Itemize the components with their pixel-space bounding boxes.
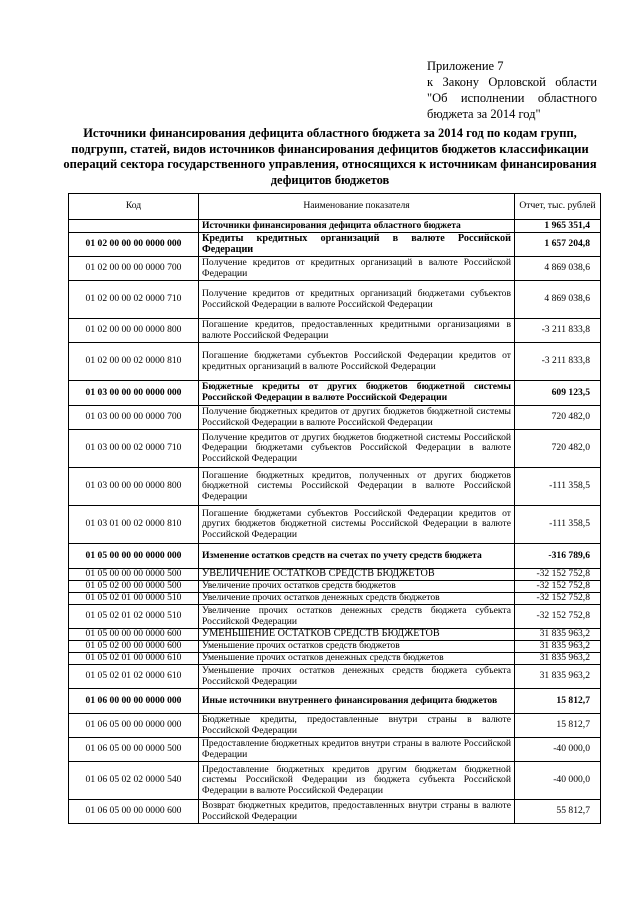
row-value: 720 482,0 — [515, 430, 601, 468]
row-value: -32 152 752,8 — [515, 593, 601, 605]
table-row — [69, 581, 601, 593]
row-value: 4 869 038,6 — [515, 257, 601, 281]
header-code: Код — [69, 194, 199, 220]
row-name: Погашение бюджетами субъектов Российской Федерации кредитов от других бюджетов бюджетной системы Российской Федерации в валюте Российской Федерации — [199, 506, 515, 544]
row-name: Бюджетные кредиты от других бюджетов бюджетной системы Российской Федерации в валюте Российской Федерации — [199, 381, 515, 406]
row-code: 01 06 05 00 00 0000 600 — [69, 800, 199, 824]
row-name: Предоставление бюджетных кредитов внутри страны в валюте Российской Федерации — [199, 738, 515, 762]
row-code — [69, 220, 199, 233]
row-name: Получение кредитов от кредитных организаций в валюте Российской Федерации — [199, 257, 515, 281]
row-value: 31 835 963,2 — [515, 641, 601, 653]
table-row — [69, 605, 601, 629]
document-title: Источники финансирования дефицита областного бюджета за 2014 год по кодам групп, подгрупп, статей, видов источников финансирования дефицитов бюджетов классификации операций сектора государственного управления, относящихся к источникам финансирования дефицитов бюджетов — [63, 126, 597, 187]
table-row — [69, 762, 601, 800]
row-value: -111 358,5 — [515, 506, 601, 544]
row-value: -40 000,0 — [515, 762, 601, 800]
table-row — [69, 281, 601, 319]
row-code: 01 02 00 00 00 0000 800 — [69, 319, 199, 343]
table-row — [69, 738, 601, 762]
row-name: Уменьшение прочих остатков средств бюджетов — [199, 641, 515, 653]
row-code: 01 06 05 02 02 0000 540 — [69, 762, 199, 800]
appendix-line-4: бюджета за 2014 год" — [427, 107, 541, 121]
row-value: 31 835 963,2 — [515, 629, 601, 641]
appendix-block — [427, 58, 597, 122]
appendix-line-1: Приложение 7 — [427, 59, 504, 73]
table-row — [69, 343, 601, 381]
row-code: 01 05 02 00 00 0000 600 — [69, 641, 199, 653]
row-value: 609 123,5 — [515, 381, 601, 406]
row-name: Уменьшение прочих остатков денежных средств бюджетов — [199, 653, 515, 665]
row-name: Бюджетные кредиты, предоставленные внутри страны в валюте Российской Федерации — [199, 714, 515, 738]
table-row — [69, 257, 601, 281]
row-name: Получение бюджетных кредитов от других бюджетов бюджетной системы Российской Федерации в валюте Российской Федерации — [199, 406, 515, 430]
row-code: 01 05 00 00 00 0000 000 — [69, 544, 199, 569]
row-code: 01 02 00 00 00 0000 000 — [69, 233, 199, 257]
row-name: Возврат бюджетных кредитов, предоставленных внутри страны в валюте Российской Федерации — [199, 800, 515, 824]
row-value: -32 152 752,8 — [515, 569, 601, 581]
row-name: Увеличение прочих остатков средств бюджетов — [199, 581, 515, 593]
row-name: Погашение бюджетных кредитов, полученных от других бюджетов бюджетной системы Российской Федерации в валюте Российской Федерации — [199, 468, 515, 506]
row-code: 01 05 02 01 02 0000 610 — [69, 665, 199, 689]
row-name: Погашение кредитов, предоставленных кредитными организациями в валюте Российской Федерации — [199, 319, 515, 343]
row-value: 55 812,7 — [515, 800, 601, 824]
row-code: 01 03 00 00 00 0000 700 — [69, 406, 199, 430]
row-code: 01 06 05 00 00 0000 500 — [69, 738, 199, 762]
row-name: УВЕЛИЧЕНИЕ ОСТАТКОВ СРЕДСТВ БЮДЖЕТОВ — [199, 569, 515, 581]
row-value: 720 482,0 — [515, 406, 601, 430]
row-code: 01 03 00 00 00 0000 800 — [69, 468, 199, 506]
row-value: 31 835 963,2 — [515, 653, 601, 665]
row-code: 01 05 00 00 00 0000 500 — [69, 569, 199, 581]
row-code: 01 02 00 00 00 0000 700 — [69, 257, 199, 281]
row-code: 01 05 02 00 00 0000 500 — [69, 581, 199, 593]
table-row — [69, 569, 601, 581]
row-name: Увеличение прочих остатков денежных средств бюджетов — [199, 593, 515, 605]
table-row — [69, 220, 601, 233]
row-code: 01 02 00 00 02 0000 710 — [69, 281, 199, 319]
row-value: -111 358,5 — [515, 468, 601, 506]
row-value: 15 812,7 — [515, 689, 601, 714]
appendix-line-3: "Об исполнении областного — [427, 91, 597, 105]
table-row — [69, 506, 601, 544]
financing-sources-table — [68, 193, 601, 824]
table-row — [69, 406, 601, 430]
row-name: Увеличение прочих остатков денежных средств бюджета субъекта Российской Федерации — [199, 605, 515, 629]
row-value: -3 211 833,8 — [515, 319, 601, 343]
row-code: 01 05 02 01 02 0000 510 — [69, 605, 199, 629]
table-row — [69, 381, 601, 406]
row-code: 01 03 01 00 02 0000 810 — [69, 506, 199, 544]
row-value: -316 789,6 — [515, 544, 601, 569]
row-code: 01 02 00 00 02 0000 810 — [69, 343, 199, 381]
table-row — [69, 665, 601, 689]
row-code: 01 06 05 00 00 0000 000 — [69, 714, 199, 738]
row-value: -40 000,0 — [515, 738, 601, 762]
row-name: Уменьшение прочих остатков денежных средств бюджета субъекта Российской Федерации — [199, 665, 515, 689]
row-code: 01 05 02 01 00 0000 510 — [69, 593, 199, 605]
appendix-line-2: к Закону Орловской области — [427, 75, 597, 89]
row-code: 01 03 00 00 02 0000 710 — [69, 430, 199, 468]
table-row — [69, 689, 601, 714]
row-code: 01 03 00 00 00 0000 000 — [69, 381, 199, 406]
row-name: Получение кредитов от других бюджетов бюджетной системы Российской Федерации бюджетами субъектов Российской Федерации в валюте Российской Федерации — [199, 430, 515, 468]
row-code: 01 05 02 01 00 0000 610 — [69, 653, 199, 665]
table-row — [69, 800, 601, 824]
row-name: Источники финансирования дефицита областного бюджета — [199, 220, 515, 233]
row-value: 15 812,7 — [515, 714, 601, 738]
row-value: -32 152 752,8 — [515, 605, 601, 629]
row-value: -32 152 752,8 — [515, 581, 601, 593]
table-row — [69, 714, 601, 738]
row-value: -3 211 833,8 — [515, 343, 601, 381]
row-name: Изменение остатков средств на счетах по учету средств бюджета — [199, 544, 515, 569]
table-row — [69, 544, 601, 569]
row-name: Кредиты кредитных организаций в валюте Российской Федерации — [199, 233, 515, 257]
table-row — [69, 468, 601, 506]
table-row — [69, 233, 601, 257]
header-name: Наименование показателя — [199, 194, 515, 220]
row-value: 1 657 204,8 — [515, 233, 601, 257]
table-row — [69, 653, 601, 665]
row-name: Иные источники внутреннего финансирования дефицита бюджетов — [199, 689, 515, 714]
row-code: 01 06 00 00 00 0000 000 — [69, 689, 199, 714]
table-row — [69, 319, 601, 343]
header-value: Отчет, тыс. рублей — [515, 194, 601, 220]
table-row — [69, 430, 601, 468]
row-name: Погашение бюджетами субъектов Российской Федерации кредитов от кредитных организаций в валюте Российской Федерации — [199, 343, 515, 381]
table-row — [69, 641, 601, 653]
row-value: 1 965 351,4 — [515, 220, 601, 233]
table-row — [69, 593, 601, 605]
row-name: Предоставление бюджетных кредитов другим бюджетам бюджетной системы Российской Федерации из бюджета субъекта Российской Федерации в валюте Российской Федерации — [199, 762, 515, 800]
row-code: 01 05 00 00 00 0000 600 — [69, 629, 199, 641]
table-row — [69, 629, 601, 641]
row-value: 4 869 038,6 — [515, 281, 601, 319]
row-value: 31 835 963,2 — [515, 665, 601, 689]
row-name: Получение кредитов от кредитных организаций бюджетами субъектов Российской Федерации в валюте Российской Федерации — [199, 281, 515, 319]
row-name: УМЕНЬШЕНИЕ ОСТАТКОВ СРЕДСТВ БЮДЖЕТОВ — [199, 629, 515, 641]
